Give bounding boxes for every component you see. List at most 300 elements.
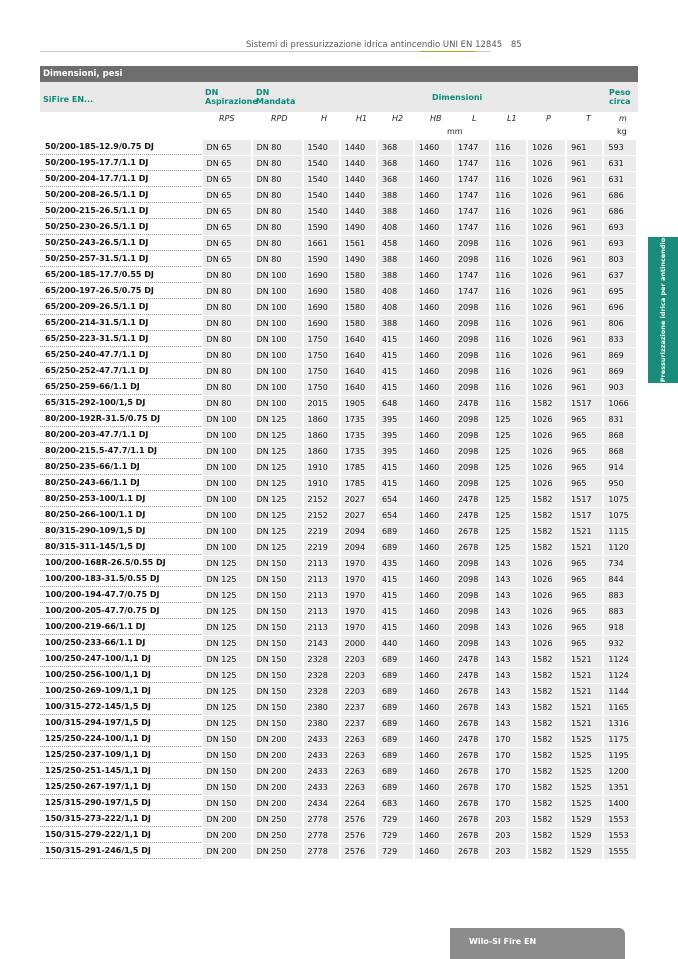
value-cell: 1521 [567, 700, 602, 715]
value-cell: DN 250 [253, 844, 302, 859]
value-cell: 1553 [604, 812, 636, 827]
value-cell: 116 [491, 172, 526, 187]
value-cell: 1582 [528, 524, 565, 539]
value-cell: 1460 [415, 268, 452, 283]
value-cell: 2152 [304, 492, 339, 507]
value-cell: 965 [567, 620, 602, 635]
model-cell: 100/250-233-66/1.1 DJ [40, 636, 201, 651]
value-cell: DN 125 [203, 604, 251, 619]
model-cell: 65/250-223-31.5/1.1 DJ [40, 332, 201, 347]
model-cell: 100/250-256-100/1,1 DJ [40, 668, 201, 683]
model-cell: 50/250-257-31.5/1.1 DJ [40, 252, 201, 267]
value-cell: 368 [378, 172, 413, 187]
table-row [40, 588, 636, 603]
value-cell: DN 150 [253, 604, 302, 619]
value-cell: DN 100 [253, 364, 302, 379]
value-cell: 2778 [304, 828, 339, 843]
header-dn-asp-2: Aspirazione [205, 97, 258, 106]
col-l1: L1 [507, 114, 517, 123]
value-cell: DN 150 [253, 588, 302, 603]
value-cell: 1517 [567, 492, 602, 507]
value-cell: 2576 [341, 812, 376, 827]
value-cell: 1582 [528, 668, 565, 683]
value-cell: 116 [491, 252, 526, 267]
value-cell: 1075 [604, 508, 636, 523]
value-cell: 2778 [304, 812, 339, 827]
value-cell: 2143 [304, 636, 339, 651]
col-h: H [321, 114, 328, 123]
value-cell: 1747 [454, 172, 489, 187]
value-cell: 1970 [341, 588, 376, 603]
value-cell: 1026 [528, 236, 565, 251]
value-cell: 116 [491, 204, 526, 219]
data-table [38, 139, 638, 860]
value-cell: DN 200 [253, 732, 302, 747]
value-cell: 1580 [341, 300, 376, 315]
model-cell: 50/250-243-26.5/1.1 DJ [40, 236, 201, 251]
value-cell: 1460 [415, 220, 452, 235]
table-row [40, 636, 636, 651]
value-cell: 1540 [304, 188, 339, 203]
value-cell: 143 [491, 556, 526, 571]
value-cell: 1460 [415, 556, 452, 571]
table-row [40, 380, 636, 395]
value-cell: 2263 [341, 732, 376, 747]
value-cell: 1165 [604, 700, 636, 715]
value-cell: 2433 [304, 764, 339, 779]
value-cell: 1690 [304, 284, 339, 299]
header-dimensioni: Dimensioni [432, 93, 483, 102]
value-cell: 1747 [454, 268, 489, 283]
value-cell: 2433 [304, 748, 339, 763]
page-number: 85 [510, 40, 522, 50]
footer-label: Wilo-SI Fire EN [469, 937, 537, 946]
value-cell: 415 [378, 364, 413, 379]
value-cell: 686 [604, 204, 636, 219]
value-cell: 1144 [604, 684, 636, 699]
table-row [40, 140, 636, 155]
value-cell: 1785 [341, 476, 376, 491]
value-cell: 2478 [454, 652, 489, 667]
value-cell: 1351 [604, 780, 636, 795]
side-tab-label: Pressurizzazione idrica per antincendio [659, 237, 667, 383]
value-cell: 2098 [454, 428, 489, 443]
value-cell: 1540 [304, 156, 339, 171]
value-cell: 143 [491, 620, 526, 635]
value-cell: 2098 [454, 236, 489, 251]
value-cell: 961 [567, 156, 602, 171]
value-cell: 1582 [528, 652, 565, 667]
value-cell: 1580 [341, 316, 376, 331]
value-cell: 1735 [341, 444, 376, 459]
value-cell: 415 [378, 460, 413, 475]
value-cell: 2219 [304, 524, 339, 539]
value-cell: DN 80 [203, 316, 251, 331]
value-cell: 1661 [304, 236, 339, 251]
value-cell: 1460 [415, 140, 452, 155]
value-cell: DN 80 [253, 220, 302, 235]
value-cell: 2098 [454, 316, 489, 331]
value-cell: 116 [491, 348, 526, 363]
value-cell: 1026 [528, 428, 565, 443]
model-cell: 80/200-215.5-47.7/1.1 DJ [40, 444, 201, 459]
value-cell: 1747 [454, 156, 489, 171]
value-cell: 2328 [304, 684, 339, 699]
value-cell: 1460 [415, 444, 452, 459]
model-cell: 100/200-205-47.7/0.75 DJ [40, 604, 201, 619]
model-cell: 100/200-183-31.5/0.55 DJ [40, 572, 201, 587]
value-cell: 2678 [454, 700, 489, 715]
value-cell: DN 250 [253, 812, 302, 827]
value-cell: 1026 [528, 204, 565, 219]
value-cell: 143 [491, 700, 526, 715]
value-cell: 1460 [415, 524, 452, 539]
value-cell: 143 [491, 652, 526, 667]
value-cell: 1750 [304, 380, 339, 395]
table-row [40, 620, 636, 635]
value-cell: 1460 [415, 348, 452, 363]
table-row [40, 460, 636, 475]
value-cell: 932 [604, 636, 636, 651]
value-cell: DN 125 [253, 540, 302, 555]
value-cell: 1582 [528, 684, 565, 699]
table-row [40, 732, 636, 747]
value-cell: 914 [604, 460, 636, 475]
value-cell: 654 [378, 492, 413, 507]
table-row [40, 476, 636, 491]
value-cell: 1440 [341, 204, 376, 219]
value-cell: DN 200 [253, 780, 302, 795]
value-cell: DN 80 [203, 348, 251, 363]
value-cell: 2576 [341, 828, 376, 843]
table-row [40, 748, 636, 763]
value-cell: 1860 [304, 444, 339, 459]
value-cell: 693 [604, 236, 636, 251]
value-cell: 1460 [415, 460, 452, 475]
model-cell: 65/250-259-66/1.1 DJ [40, 380, 201, 395]
table-row [40, 652, 636, 667]
value-cell: 125 [491, 444, 526, 459]
value-cell: 2098 [454, 444, 489, 459]
value-cell: 1200 [604, 764, 636, 779]
value-cell: 883 [604, 604, 636, 619]
table-row [40, 220, 636, 235]
value-cell: 965 [567, 556, 602, 571]
model-cell: 65/200-197-26.5/0.75 DJ [40, 284, 201, 299]
model-cell: 125/250-224-100/1,1 DJ [40, 732, 201, 747]
header-peso-2: circa [609, 97, 631, 106]
model-cell: 100/200-219-66/1.1 DJ [40, 620, 201, 635]
value-cell: 2203 [341, 668, 376, 683]
value-cell: DN 150 [253, 636, 302, 651]
value-cell: DN 100 [203, 444, 251, 459]
value-cell: 1400 [604, 796, 636, 811]
table-row [40, 428, 636, 443]
value-cell: 1747 [454, 204, 489, 219]
value-cell: 1460 [415, 636, 452, 651]
model-cell: 100/200-168R-26.5/0.55 DJ [40, 556, 201, 571]
value-cell: 689 [378, 700, 413, 715]
value-cell: 116 [491, 300, 526, 315]
value-cell: 116 [491, 316, 526, 331]
table-row [40, 812, 636, 827]
value-cell: 408 [378, 284, 413, 299]
value-cell: DN 125 [203, 636, 251, 651]
value-cell: 1540 [304, 204, 339, 219]
value-cell: DN 100 [253, 348, 302, 363]
value-cell: 1460 [415, 604, 452, 619]
value-cell: 689 [378, 684, 413, 699]
value-cell: 1521 [567, 684, 602, 699]
value-cell: 734 [604, 556, 636, 571]
value-cell: 868 [604, 444, 636, 459]
value-cell: 2678 [454, 716, 489, 731]
value-cell: 1582 [528, 732, 565, 747]
model-cell: 150/315-273-222/1,1 DJ [40, 812, 201, 827]
value-cell: 950 [604, 476, 636, 491]
value-cell: 1460 [415, 764, 452, 779]
value-cell: DN 150 [203, 764, 251, 779]
value-cell: 2000 [341, 636, 376, 651]
value-cell: DN 150 [253, 716, 302, 731]
value-cell: 1582 [528, 828, 565, 843]
value-cell: 961 [567, 380, 602, 395]
value-cell: DN 65 [203, 220, 251, 235]
header-title: Sistemi di pressurizzazione idrica antincendio UNI EN 12845 [246, 40, 503, 50]
unit-kg: kg [617, 127, 627, 136]
value-cell: 1460 [415, 300, 452, 315]
value-cell: 1460 [415, 732, 452, 747]
value-cell: DN 150 [253, 668, 302, 683]
value-cell: 1026 [528, 268, 565, 283]
value-cell: 1026 [528, 172, 565, 187]
value-cell: 1735 [341, 428, 376, 443]
value-cell: 2113 [304, 572, 339, 587]
value-cell: 1460 [415, 540, 452, 555]
value-cell: 2263 [341, 764, 376, 779]
model-cell: 125/250-267-197/1,1 DJ [40, 780, 201, 795]
value-cell: DN 65 [203, 204, 251, 219]
value-cell: 1440 [341, 140, 376, 155]
value-cell: 1785 [341, 460, 376, 475]
value-cell: 1460 [415, 828, 452, 843]
value-cell: 2678 [454, 524, 489, 539]
value-cell: 170 [491, 764, 526, 779]
value-cell: 125 [491, 540, 526, 555]
value-cell: 143 [491, 588, 526, 603]
value-cell: 1460 [415, 716, 452, 731]
value-cell: DN 125 [203, 652, 251, 667]
value-cell: 2098 [454, 620, 489, 635]
value-cell: 2328 [304, 668, 339, 683]
value-cell: 1747 [454, 188, 489, 203]
value-cell: 1460 [415, 284, 452, 299]
value-cell: 170 [491, 748, 526, 763]
col-rps: RPS [219, 114, 235, 123]
value-cell: DN 200 [203, 812, 251, 827]
value-cell: 1460 [415, 620, 452, 635]
value-cell: DN 100 [253, 284, 302, 299]
model-cell: 80/315-311-145/1,5 DJ [40, 540, 201, 555]
value-cell: 883 [604, 588, 636, 603]
value-cell: 203 [491, 844, 526, 859]
col-p: P [546, 114, 551, 123]
value-cell: DN 65 [203, 156, 251, 171]
value-cell: 689 [378, 652, 413, 667]
value-cell: 143 [491, 684, 526, 699]
value-cell: 2433 [304, 780, 339, 795]
value-cell: DN 100 [253, 380, 302, 395]
value-cell: 1860 [304, 412, 339, 427]
value-cell: 143 [491, 668, 526, 683]
value-cell: DN 125 [203, 620, 251, 635]
value-cell: 1910 [304, 476, 339, 491]
table-row [40, 668, 636, 683]
value-cell: 961 [567, 348, 602, 363]
value-cell: 1970 [341, 572, 376, 587]
value-cell: 1026 [528, 636, 565, 651]
value-cell: 631 [604, 172, 636, 187]
col-rpd: RPD [271, 114, 288, 123]
value-cell: 1860 [304, 428, 339, 443]
value-cell: 116 [491, 220, 526, 235]
section-side-tab [648, 237, 678, 383]
value-cell: 1460 [415, 204, 452, 219]
value-cell: 1640 [341, 364, 376, 379]
value-cell: 1124 [604, 652, 636, 667]
value-cell: DN 150 [203, 780, 251, 795]
value-cell: 1075 [604, 492, 636, 507]
model-cell: 125/250-251-145/1,1 DJ [40, 764, 201, 779]
value-cell: 593 [604, 140, 636, 155]
value-cell: 961 [567, 332, 602, 347]
value-cell: 1582 [528, 492, 565, 507]
value-cell: 1521 [567, 668, 602, 683]
value-cell: 2380 [304, 700, 339, 715]
value-cell: DN 150 [253, 556, 302, 571]
model-cell: 65/250-252-47.7/1.1 DJ [40, 364, 201, 379]
value-cell: 695 [604, 284, 636, 299]
value-cell: 415 [378, 476, 413, 491]
value-cell: 1026 [528, 348, 565, 363]
value-cell: 1440 [341, 188, 376, 203]
value-cell: 1640 [341, 380, 376, 395]
value-cell: 689 [378, 540, 413, 555]
value-cell: DN 125 [253, 492, 302, 507]
model-cell: 100/200-194-47.7/0.75 DJ [40, 588, 201, 603]
value-cell: 2478 [454, 668, 489, 683]
value-cell: 1026 [528, 316, 565, 331]
value-cell: 2098 [454, 252, 489, 267]
value-cell: 143 [491, 604, 526, 619]
value-cell: 1750 [304, 364, 339, 379]
value-cell: 1517 [567, 508, 602, 523]
value-cell: 1026 [528, 364, 565, 379]
value-cell: 1690 [304, 316, 339, 331]
value-cell: 961 [567, 252, 602, 267]
value-cell: 1747 [454, 140, 489, 155]
col-m: m [619, 114, 627, 123]
table-row [40, 716, 636, 731]
value-cell: 125 [491, 428, 526, 443]
value-cell: DN 200 [253, 796, 302, 811]
value-cell: 458 [378, 236, 413, 251]
value-cell: 170 [491, 732, 526, 747]
table-row [40, 236, 636, 251]
value-cell: 125 [491, 492, 526, 507]
value-cell: 116 [491, 156, 526, 171]
model-cell: 80/250-243-66/1.1 DJ [40, 476, 201, 491]
value-cell: 961 [567, 284, 602, 299]
unit-mm: mm [447, 127, 463, 136]
value-cell: 2478 [454, 508, 489, 523]
value-cell: 1026 [528, 156, 565, 171]
value-cell: 961 [567, 172, 602, 187]
value-cell: 415 [378, 604, 413, 619]
value-cell: 1026 [528, 556, 565, 571]
value-cell: DN 150 [253, 572, 302, 587]
value-cell: 2263 [341, 780, 376, 795]
value-cell: 2098 [454, 636, 489, 651]
value-cell: DN 80 [253, 172, 302, 187]
value-cell: 1580 [341, 284, 376, 299]
value-cell: 2098 [454, 332, 489, 347]
value-cell: 1540 [304, 172, 339, 187]
value-cell: 961 [567, 140, 602, 155]
model-cell: 50/200-215-26.5/1.1 DJ [40, 204, 201, 219]
value-cell: 689 [378, 524, 413, 539]
value-cell: 1460 [415, 508, 452, 523]
value-cell: DN 250 [253, 828, 302, 843]
model-cell: 65/200-214-31.5/1.1 DJ [40, 316, 201, 331]
model-cell: 50/200-185-12.9/0.75 DJ [40, 140, 201, 155]
value-cell: 116 [491, 188, 526, 203]
value-cell: DN 125 [253, 428, 302, 443]
table-row [40, 492, 636, 507]
value-cell: DN 100 [203, 428, 251, 443]
model-cell: 50/250-230-26.5/1.1 DJ [40, 220, 201, 235]
value-cell: DN 150 [203, 748, 251, 763]
value-cell: DN 100 [253, 396, 302, 411]
value-cell: 689 [378, 764, 413, 779]
value-cell: 116 [491, 396, 526, 411]
value-cell: 116 [491, 380, 526, 395]
value-cell: 1525 [567, 780, 602, 795]
value-cell: 435 [378, 556, 413, 571]
table-row [40, 684, 636, 699]
model-cell: 80/200-192R-31.5/0.75 DJ [40, 412, 201, 427]
value-cell: 1460 [415, 156, 452, 171]
value-cell: 1460 [415, 364, 452, 379]
model-cell: 80/315-290-109/1,5 DJ [40, 524, 201, 539]
value-cell: 637 [604, 268, 636, 283]
value-cell: 683 [378, 796, 413, 811]
model-cell: 50/200-208-26.5/1.1 DJ [40, 188, 201, 203]
value-cell: 125 [491, 476, 526, 491]
value-cell: 1460 [415, 796, 452, 811]
table-row [40, 780, 636, 795]
value-cell: 1124 [604, 668, 636, 683]
value-cell: 961 [567, 268, 602, 283]
value-cell: 965 [567, 572, 602, 587]
value-cell: DN 65 [203, 236, 251, 251]
model-cell: 80/250-235-66/1.1 DJ [40, 460, 201, 475]
value-cell: 1026 [528, 620, 565, 635]
value-cell: 408 [378, 300, 413, 315]
value-cell: 869 [604, 364, 636, 379]
col-l: L [472, 114, 477, 123]
value-cell: 125 [491, 508, 526, 523]
